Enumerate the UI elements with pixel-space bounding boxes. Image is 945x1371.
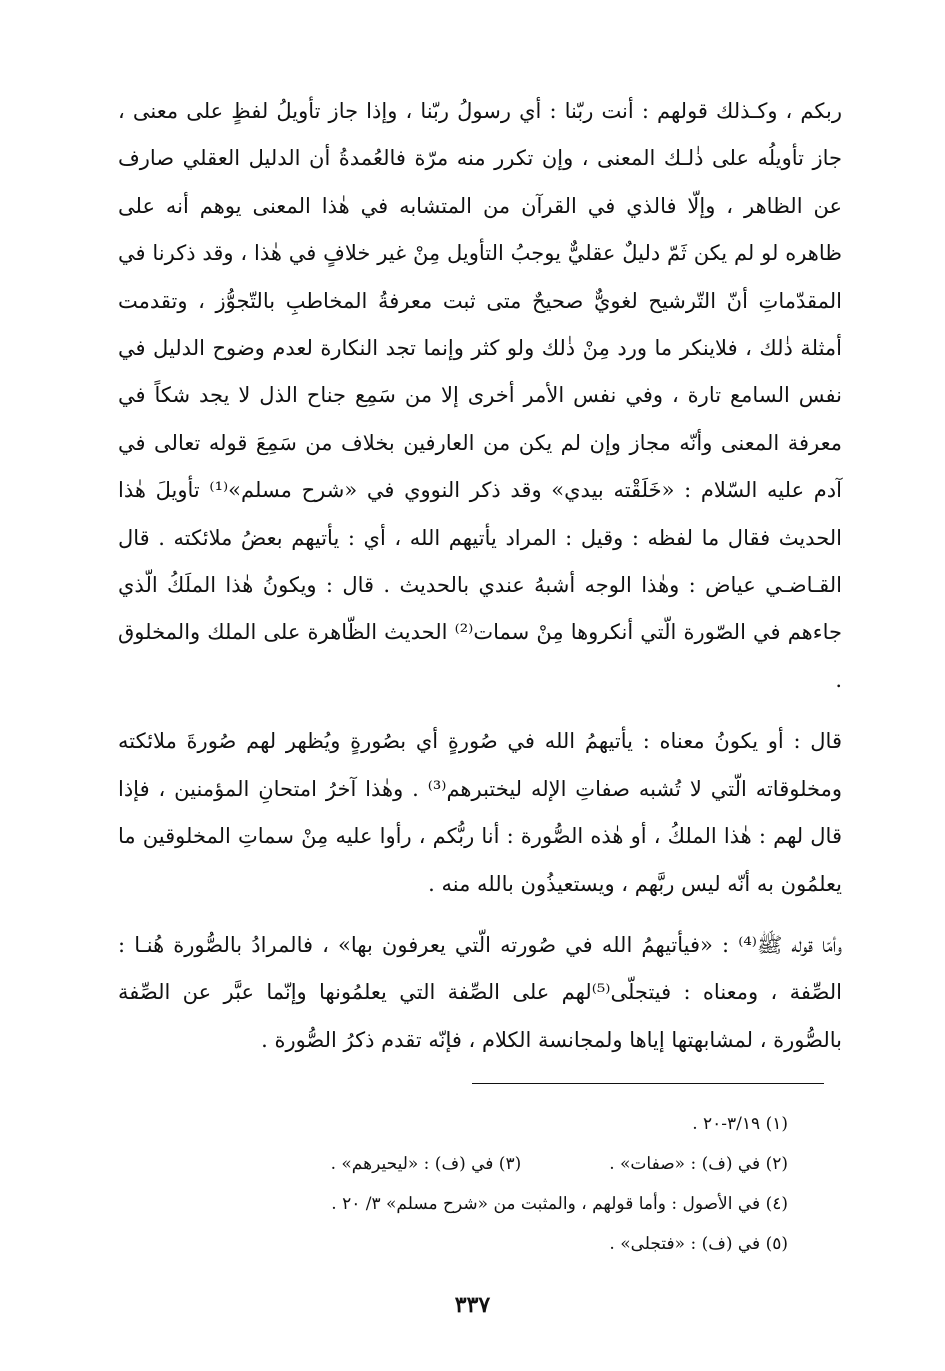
footnote-row-2-3: [200, 1144, 788, 1184]
page-number: ٣٣٧: [454, 1292, 491, 1318]
footnote-1: (١) ٣/١٩-٢٠ .: [692, 1114, 788, 1134]
footnote-2: (٢) في (ف) : «صفات» .: [609, 1154, 788, 1174]
main-text: [118, 88, 842, 1064]
footnote-3: (٣) في (ف) : «ليحيرهم» .: [330, 1154, 522, 1174]
footnote-4: (٤) في الأصول : وأما قولهم ، والمثبت من «شرح مسلم» ٣/ ٢٠ .: [331, 1194, 788, 1214]
paragraph-1: ربكم ، وكـذلك قولهم : أنت ربّنا : أي رسولُ ربّنا ، وإذا جاز تأويلُ لفظٍ على معنى ، جاز تأويلُه على ذٰلـك المعنى ، وإن تكرر منه مرّة فالعُمدةُ أن الدليل العقلي صارف عن الظاهر ، وإلّا فالذي في القرآن من المتشابه في هٰذا المعنى يوهم أنه على ظاهره لو لم يكن ثَمّ دليلٌ عقليٌّ يوجبُ التأويل مِنْ غير خلافٍ في هٰذا ، وقد ذكرنا في المقدّماتِ أنّ التّرشيح لغويٌّ صحيحٌ متى ثبت معرفةُ المخاطبِ بالتّجوُّز ، وتقدمت أمثلة ذٰلك ، فلاينكر ما ورد مِنْ ذٰلك ولو كثر وإنما تجد النكارة لعدم وضوح الدليل في نفس السامع تارة ، وفي نفس الأمر أخرى إلا من سَمِع جناح الذل لا يجد شكاً في معرفة المعنى وأنّه مجاز وإن لم يكن من العارفين بخلاف من سَمِعَ قوله تعالى في آدم عليه السّلام : «خَلَقْته بيدي» وقد ذكر النووي في «شرح مسلم»⁽¹⁾ تأويلَ هٰذا الحديث فقال ما لفظه : وقيل : المراد يأتيهم الله ، أي : يأتيهم بعضُ ملائكته . قال القـاضـي عياض : وهٰذا الوجه أشبهُ عندي بالحديث . قال : ويكونُ هٰذا الملَكُ الّذي جاءهم في الصّورة الّتي أنكروها مِنْ سمات⁽²⁾ الحديث الظّاهرة على الملك والمخلوق .: [118, 99, 842, 692]
footnotes: [200, 1104, 788, 1264]
paragraph-2: قال : أو يكونُ معناه : يأتيهمُ الله في صُورةٍ أي بصُورةٍ ويُظهر لهم صُورةَ ملائكته ومخلوقاته الّتي لا تُشبه صفاتِ الإله ليختبرهم⁽³⁾ . وهٰذا آخرُ امتحانِ المؤمنين ، فإذا قال لهم : هٰذا الملكُ ، أو هٰذه الصُّورة : أنا ربُّكم ، رأوا عليه مِنْ سماتِ المخلوقين ما يعلمُون به أنّه ليس ربَّهم ، ويستعيذُون بالله منه .: [118, 729, 842, 896]
footnote-5: (٥) في (ف) : «فتجلى» .: [609, 1234, 788, 1254]
footnote-separator: [472, 1083, 824, 1084]
paragraph-3: وأمّا قوله ﷺ⁽⁴⁾ : «فيأتيهمُ الله في صُورته الّتي يعرفون بها» ، فالمرادُ بالصُّورة هُنـا : الصِّفة ، ومعناه : فيتجلّى⁽⁵⁾لهم على الصِّفة التي يعلمُونها وإنّما عبَّر عن الصِّفة بالصُّورة ، لمشابهتها إياها ولمجانسة الكلام ، فإنّه تقدم ذكرُ الصُّورة .: [118, 932, 842, 1052]
